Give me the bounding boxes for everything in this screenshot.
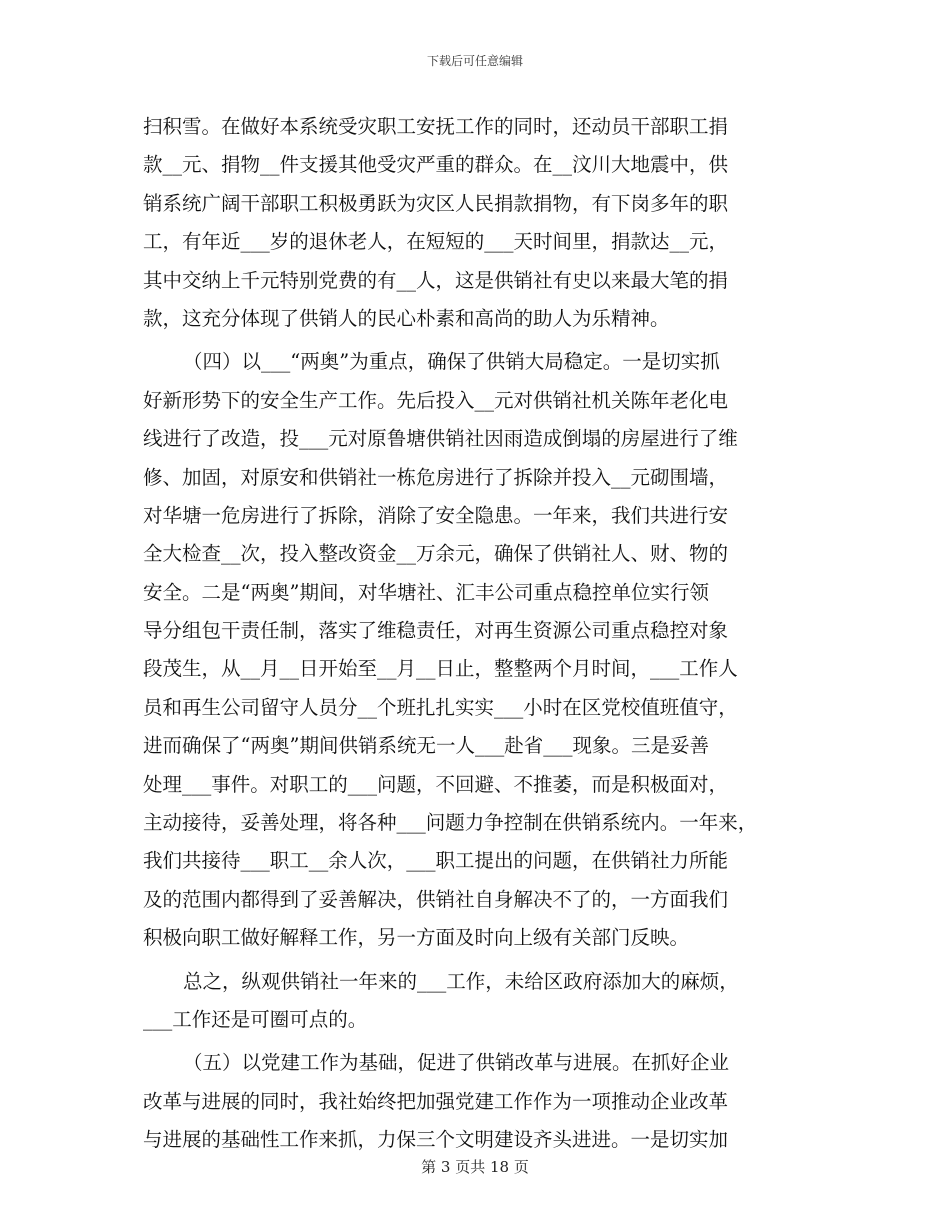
text-line: （四）以___“两奥”为重点，确保了供销大局稳定。一是切实抓 xyxy=(183,350,720,374)
text-line: 及的范围内都得到了妥善解决，供销社自身解决不了的，一方面我们 xyxy=(143,887,729,911)
text-line: 款__元、捐物__件支援其他受灾严重的群众。在__汶川大地震中，供 xyxy=(143,153,729,177)
text-line: ___工作还是可圈可点的。 xyxy=(143,1007,368,1031)
text-line: 安全。二是“两奥”期间，对华塘社、汇丰公司重点稳控单位实行领 xyxy=(143,580,709,604)
text-line: 积极向职工做好解释工作，另一方面及时向上级有关部门反映。 xyxy=(143,926,690,950)
paragraph-summary xyxy=(143,963,809,1040)
text-line: 款，这充分体现了供销人的民心朴素和高尚的助人为乐精神。 xyxy=(143,306,670,330)
text-line: 好新形势下的安全生产工作。先后投入__元对供销社机关陈年老化电 xyxy=(143,388,729,412)
text-line: 线进行了改造，投___元对原鲁塘供销社因雨造成倒塌的房屋进行了维 xyxy=(143,427,738,451)
text-line: 改革与进展的同时，我社始终把加强党建工作作为一项推动企业改革 xyxy=(143,1089,729,1113)
text-line: 其中交纳上千元特别党费的有__人，这是供销社有史以来最大笔的捐 xyxy=(143,268,729,292)
paragraph-relief xyxy=(143,108,809,338)
page-header: 下载后可任意编辑 xyxy=(426,54,523,68)
text-line: 我们共接待___职工__余人次，___职工提出的问题，在供销社力所能 xyxy=(143,849,729,873)
text-line: 修、加固，对原安和供销社一栋危房进行了拆除并投入__元砌围墙， xyxy=(143,465,729,489)
text-line: 对华塘一危房进行了拆除，消除了安全隐患。一年来，我们共进行安 xyxy=(143,503,729,527)
text-line: 全大检查__次，投入整改资金__万余元，确保了供销社人、财、物的 xyxy=(143,542,729,566)
paragraph-section-5 xyxy=(143,1044,809,1159)
paragraph-section-4 xyxy=(143,343,809,957)
document-body xyxy=(143,108,809,1160)
text-line: 工，有年近___岁的退休老人，在短短的___天时间里，捐款达__元， xyxy=(143,230,729,254)
text-line: （五）以党建工作为基础，促进了供销改革与进展。在抓好企业 xyxy=(183,1051,730,1075)
text-line: 员和再生公司留守人员分__个班扎扎实实___小时在区党校值班值守， xyxy=(143,695,738,719)
text-line: 段茂生，从__月__日开始至__月__日止，整整两个月时间，___工作人 xyxy=(143,657,738,681)
text-line: 导分组包干责任制，落实了维稳责任，对再生资源公司重点稳控对象 xyxy=(143,619,729,643)
page-number: 第 3 页共 18 页 xyxy=(421,1158,529,1176)
text-line: 与进展的基础性工作来抓，力保三个文明建设齐头进进。一是切实加 xyxy=(143,1128,729,1152)
text-line: 主动接待，妥善处理，将各种___问题力争控制在供销系统内。一年来， xyxy=(143,811,758,835)
text-line: 处理___事件。对职工的___问题，不回避、不推萎，而是积极面对， xyxy=(143,772,729,796)
text-line: 销系统广阔干部职工积极勇跃为灾区人民捐款捐物，有下岗多年的职 xyxy=(143,191,729,215)
text-line: 总之，纵观供销社一年来的___工作，未给区政府添加大的麻烦， xyxy=(183,969,739,993)
text-line: 进而确保了“两奥”期间供销系统无一人___赴省___现象。三是妥善 xyxy=(143,734,709,758)
text-line: 扫积雪。在做好本系统受灾职工安抚工作的同时，还动员干部职工捐 xyxy=(143,115,729,138)
